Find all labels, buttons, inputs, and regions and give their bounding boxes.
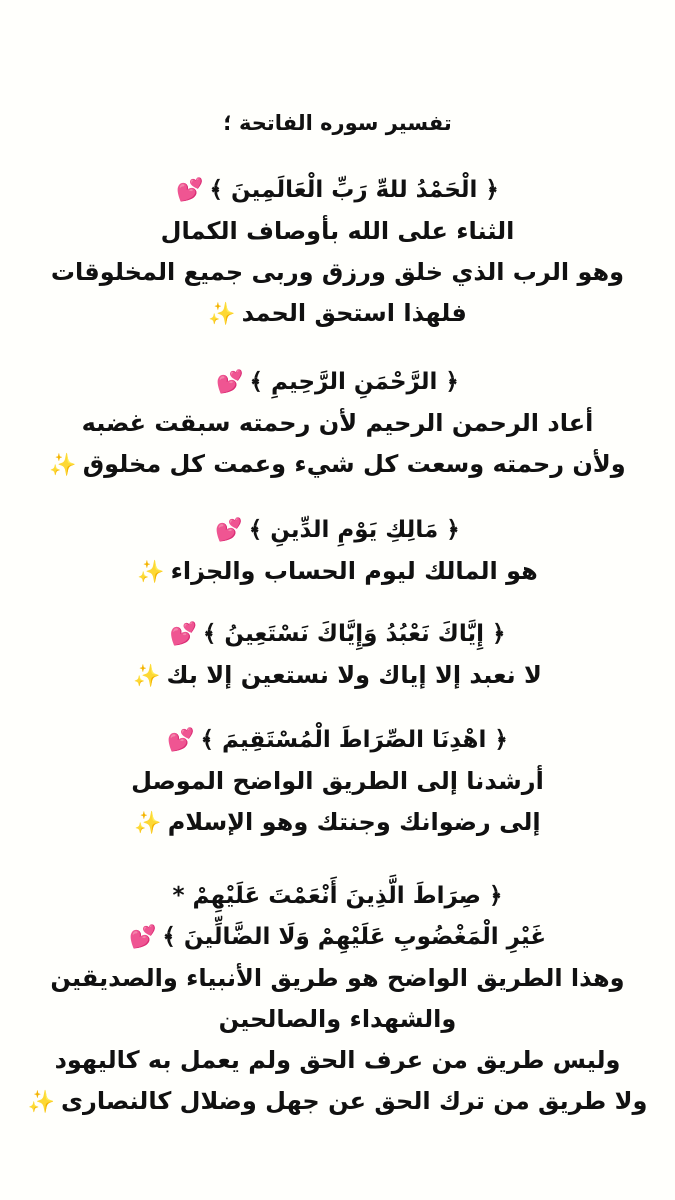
ayah-text: ﴿ الرَّحْمَنِ الرَّحِيمِ ﴾ xyxy=(249,369,459,395)
ayah-text: ﴿ اهْدِنَا الصِّرَاطَ الْمُسْتَقِيمَ ﴾ xyxy=(200,727,508,753)
hearts-icon: 💕 xyxy=(216,370,244,395)
tafsir-line xyxy=(20,444,655,486)
tafsir-line xyxy=(20,293,655,335)
tafsir-line: أعاد الرحمن الرحيم لأن رحمته سبقت غضبه xyxy=(81,409,594,437)
section-ar-rahman xyxy=(20,362,655,486)
sparkles-icon: ✨ xyxy=(208,301,236,327)
tafsir-text: هو المالك ليوم الحساب والجزاء xyxy=(170,557,538,585)
tafsir-text: لا نعبد إلا إياك ولا نستعين إلا بك xyxy=(166,661,542,689)
tafsir-line xyxy=(20,551,655,593)
tafsir-text: ولأن رحمته وسعت كل شيء وعمت كل مخلوق xyxy=(82,450,626,478)
section-ihdina xyxy=(20,720,655,844)
tafsir-text: فلهذا استحق الحمد xyxy=(241,299,467,327)
tafsir-line xyxy=(20,655,655,697)
tafsir-line xyxy=(20,802,655,844)
tafsir-line: وهو الرب الذي خلق ورزق وربى جميع المخلوقات xyxy=(50,258,625,286)
tafsir-line: الثناء على الله بأوصاف الكمال xyxy=(160,217,515,245)
ayah-line xyxy=(20,170,655,211)
tafsir-line: أرشدنا إلى الطريق الواضح الموصل xyxy=(131,767,544,795)
section-iyyaka xyxy=(20,614,655,697)
hearts-icon: 💕 xyxy=(169,622,197,647)
section-sirat xyxy=(20,876,655,1123)
sparkles-icon: ✨ xyxy=(27,1089,56,1115)
hearts-icon: 💕 xyxy=(215,518,243,543)
tafsir-line xyxy=(20,1081,655,1123)
sparkles-icon: ✨ xyxy=(134,810,162,836)
ayah-text: ﴿ إِيَّاكَ نَعْبُدُ وَإِيَّاكَ نَسْتَعِينُ ﴾ xyxy=(202,621,506,647)
tafsir-text: إلى رضوانك وجنتك وهو الإسلام xyxy=(167,808,541,836)
page-title: تفسير سوره الفاتحة ؛ xyxy=(223,111,452,135)
ayah-text: ﴿ مَالِكِ يَوْمِ الدِّينِ ﴾ xyxy=(248,517,460,543)
section-malik xyxy=(20,510,655,593)
ayah-line xyxy=(20,917,655,958)
ayah-line: ﴿ صِرَاطَ الَّذِينَ أَنْعَمْتَ عَلَيْهِمْ * xyxy=(172,883,503,909)
tafsir-line: وليس طريق من عرف الحق ولم يعمل به كاليهود xyxy=(54,1046,621,1074)
sparkles-icon: ✨ xyxy=(133,663,161,689)
ayah-line xyxy=(20,614,655,655)
hearts-icon: 💕 xyxy=(176,178,204,203)
section-al-hamd xyxy=(20,170,655,335)
tafsir-line: وهذا الطريق الواضح هو طريق الأنبياء والصديقين xyxy=(50,964,625,992)
ayah-line xyxy=(20,510,655,551)
ayah-line xyxy=(20,362,655,403)
hearts-icon: 💕 xyxy=(128,925,157,950)
sparkles-icon: ✨ xyxy=(137,559,165,585)
tafsir-line: والشهداء والصالحين xyxy=(218,1005,457,1033)
ayah-line xyxy=(20,720,655,761)
tafsir-text: ولا طريق من ترك الحق عن جهل وضلال كالنصارى xyxy=(61,1087,648,1115)
ayah-text: ﴿ الْحَمْدُ للهِّ رَبِّ الْعَالَمِينَ ﴾ xyxy=(209,177,499,203)
ayah-text: غَيْرِ الْمَغْضُوبِ عَلَيْهِمْ وَلَا الضَّالِّينَ ﴾ xyxy=(162,924,547,950)
sparkles-icon: ✨ xyxy=(49,452,77,478)
hearts-icon: 💕 xyxy=(167,728,195,753)
